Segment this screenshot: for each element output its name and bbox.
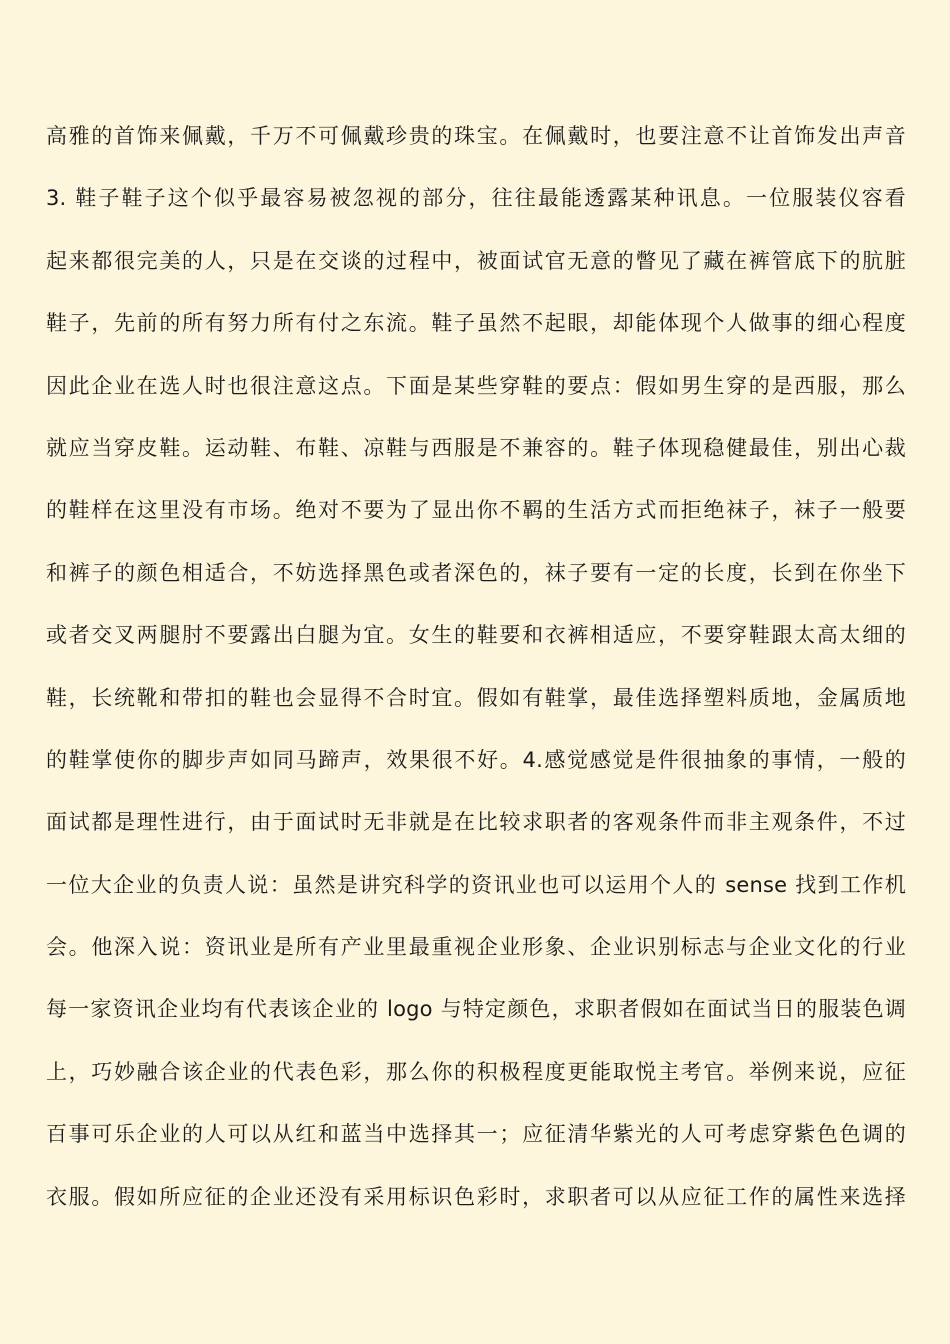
text-line: 或者交叉两腿肘不要露出白腿为宜。女生的鞋要和衣裤相适应，不要穿鞋跟太高太细的	[46, 623, 906, 648]
text-line: 鞋子，先前的所有努力所有付之东流。鞋子虽然不起眼，却能体现个人做事的细心程度	[46, 311, 906, 336]
text-line: 面试都是理性进行，由于面试时无非就是在比较求职者的客观条件而非主观条件，不过	[46, 810, 906, 835]
text-line: 因此企业在选人时也很注意这点。下面是某些穿鞋的要点：假如男生穿的是西服，那么	[46, 373, 906, 398]
text-line: 上，巧妙融合该企业的代表色彩，那么你的积极程度更能取悦主考官。举例来说，应征	[46, 1059, 906, 1084]
text-line: 每一家资讯企业均有代表该企业的 logo 与特定颜色，求职者假如在面试当日的服装色调	[46, 997, 906, 1022]
text-line: 衣服。假如所应征的企业还没有采用标识色彩时，求职者可以从应征工作的属性来选择	[46, 1184, 906, 1209]
text-line: 百事可乐企业的人可以从红和蓝当中选择其一；应征清华紫光的人可考虑穿紫色色调的	[46, 1122, 906, 1147]
text-line: 会。他深入说：资讯业是所有产业里最重视企业形象、企业识别标志与企业文化的行业	[46, 935, 906, 960]
text-line: 的鞋掌使你的脚步声如同马蹄声，效果很不好。4.感觉感觉是件很抽象的事情，一般的	[46, 747, 906, 772]
text-line: 就应当穿皮鞋。运动鞋、布鞋、凉鞋与西服是不兼容的。鞋子体现稳健最佳，别出心裁	[46, 435, 906, 460]
text-line: 的鞋样在这里没有市场。绝对不要为了显出你不羁的生活方式而拒绝袜子，袜子一般要	[46, 498, 906, 523]
text-line: 和裤子的颜色相适合，不妨选择黑色或者深色的，袜子要有一定的长度，长到在你坐下	[46, 560, 906, 585]
text-line: 3. 鞋子鞋子这个似乎最容易被忽视的部分，往往最能透露某种讯息。一位服装仪容看	[46, 186, 906, 211]
text-line: 起来都很完美的人，只是在交谈的过程中，被面试官无意的瞥见了藏在裤管底下的肮脏	[46, 248, 906, 273]
text-line: 高雅的首饰来佩戴，千万不可佩戴珍贵的珠宝。在佩戴时，也要注意不让首饰发出声音	[46, 124, 906, 148]
text-line: 鞋，长统靴和带扣的鞋也会显得不合时宜。假如有鞋掌，最佳选择塑料质地，金属质地	[46, 685, 906, 710]
body-text	[46, 105, 906, 1228]
text-line: 一位大企业的负责人说：虽然是讲究科学的资讯业也可以运用个人的 sense 找到工作机	[46, 872, 906, 897]
